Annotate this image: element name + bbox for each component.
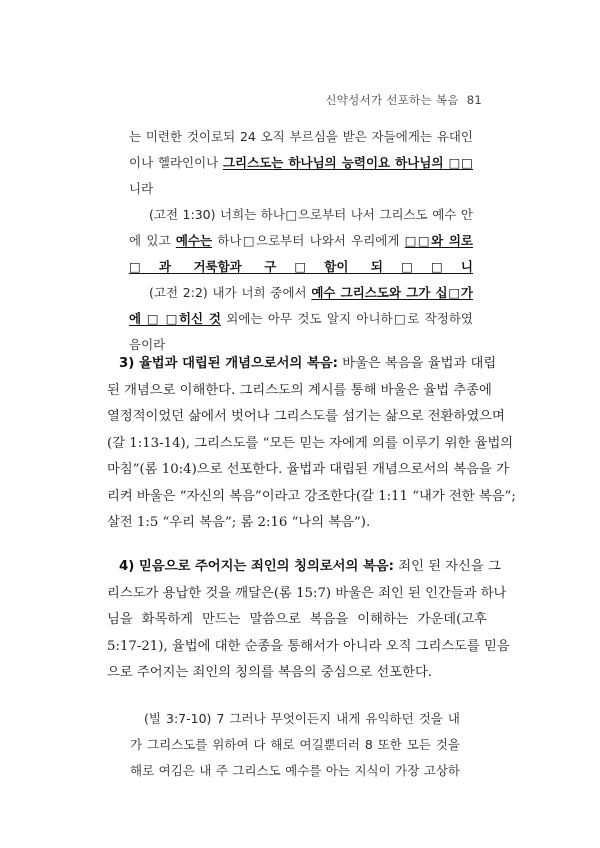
text-line: [129, 306, 473, 332]
text-line: [129, 150, 473, 176]
text-line: [107, 404, 505, 431]
running-head: [325, 92, 482, 108]
text-segment: 니라: [129, 181, 154, 196]
text-line: [107, 554, 501, 581]
text-segment: 하나□으로부터 나와서 우리에게: [212, 233, 405, 248]
text-line: [129, 124, 473, 150]
text-line: [107, 607, 487, 634]
text-segment: 해로 여김은 내 주 그리스도 예수를 아는 지식이 가장 고상하: [130, 763, 460, 778]
scripture-quote-block-2: [130, 706, 460, 784]
text-segment: 님을 화목하게 만드는 말씀으로 복음을 이해하는 가운데(고후: [107, 612, 487, 627]
text-line: [107, 581, 507, 608]
text-segment: 된 개념으로 이해한다. 그리스도의 계시를 통해 바울은 율법 추종에: [107, 382, 492, 398]
underlined-emphasis: □□와 의로: [404, 233, 473, 248]
text-segment: 리스도가 용납한 것을 깨달은(롬 15:7) 바울은 죄인 된 인간들과 하나: [107, 585, 507, 601]
underlined-emphasis: 그리스도는 하나님의 능력이요 하나님의 □□: [222, 155, 473, 170]
text-segment: 음이라: [129, 337, 166, 352]
section-heading: 4) 믿음으로 주어지는 죄인의 칭의로서의 복음:: [119, 559, 394, 574]
text-segment: 가 그리스도를 위하여 다 해로 여길뿐더러 8 또한 모든 것을: [130, 737, 460, 752]
underlined-emphasis: 예수 그리스도와 그가 십□가: [311, 285, 473, 300]
text-segment: 바울은 복음을 율법과 대립: [338, 356, 497, 371]
text-line: [107, 351, 497, 378]
text-segment: 열정적이었던 삶에서 벗어나 그리스도를 섬기는 삶으로 전환하였으며: [107, 409, 505, 424]
text-segment: 죄인 된 자신을 그: [394, 559, 501, 574]
text-segment: 는 미련한 것이로되 24 오직 부르심을 받은 자들에게는 유대인: [129, 129, 473, 144]
section-heading: 3) 율법과 대립된 개념으로서의 복음:: [119, 356, 338, 371]
text-segment: 마침”(롬 10:4)으로 선포한다. 율법과 대립된 개념으로서의 복음을 가: [107, 462, 509, 477]
text-line: [129, 280, 473, 306]
text-line: [107, 431, 514, 458]
text-line: [129, 228, 473, 254]
text-segment: 이나 헬라인이나: [129, 155, 223, 170]
underlined-emphasis: □과 거룩함과 구□함이 되□□니: [129, 259, 473, 274]
text-line: [107, 660, 487, 687]
text-segment: (갈 1:13-14), 그리스도를 “모든 믿는 자에게 의를 이루기 위한 율법의: [107, 435, 514, 451]
text-line: [130, 758, 460, 784]
text-line: [129, 176, 473, 202]
text-line: [107, 510, 487, 537]
text-segment: 리켜 바울은 “자신의 복음”이라고 강조한다(갈 1:11 “내가 전한 복음”;: [107, 488, 516, 504]
text-segment: 외에는 아무 것도 알지 아니하□로 작정하였: [220, 311, 473, 326]
text-line: [107, 484, 516, 511]
text-segment: 으로 주어지는 죄인의 칭의를 복음의 중심으로 선포한다.: [107, 665, 433, 680]
text-segment: 5:17-21), 율법에 대한 순종을 통해서가 아니라 오직 그리스도를 믿음: [107, 638, 510, 654]
underlined-emphasis: 예수는: [175, 233, 213, 248]
underlined-emphasis: 에 □ □히신 것: [129, 311, 221, 326]
running-head-title: 신약성서가 선포하는 복음: [325, 93, 459, 107]
text-line: [107, 457, 509, 484]
text-line: [107, 634, 510, 661]
text-segment: 에 있고: [129, 233, 176, 248]
text-segment: (고전 1:30) 너희는 하나□으로부터 나서 그리스도 예수 안: [149, 207, 473, 222]
page-number: 81: [466, 93, 482, 107]
text-segment: 살전 1:5 “우리 복음”; 롬 2:16 “나의 복음”).: [107, 515, 371, 530]
text-line: [130, 732, 460, 758]
text-line: [129, 254, 473, 280]
text-segment: (고전 2:2) 내가 너희 중에서: [149, 285, 312, 300]
text-segment: (빌 3:7-10) 7 그러나 무엇이든지 내게 유익하던 것을 내: [144, 711, 460, 726]
scripture-quote-block-1: [129, 124, 473, 358]
section-4-justification: [107, 554, 510, 687]
section-3-law-contrast: [107, 351, 516, 537]
text-line: [107, 378, 492, 405]
text-line: [129, 202, 473, 228]
text-line: [130, 706, 460, 732]
